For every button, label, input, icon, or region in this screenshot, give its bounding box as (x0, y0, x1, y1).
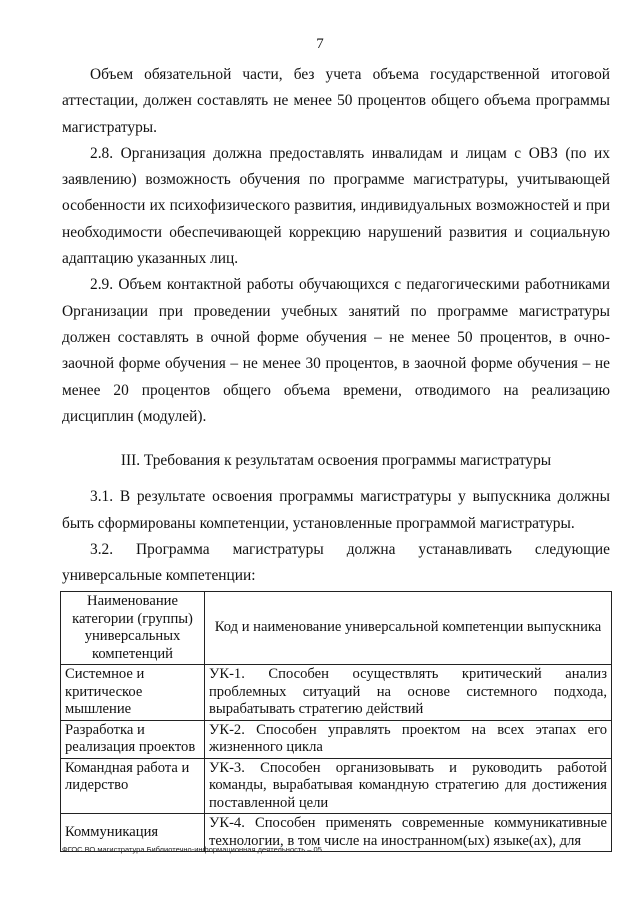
paragraph-mandatory-part: Объем обязательной части, без учета объема государственной итоговой аттестации, должен составлять не менее 50 процентов общего объема программы магистратуры. (62, 66, 610, 136)
competencies-table (60, 591, 612, 852)
table-row (61, 665, 612, 721)
page-footer: ФГОС ВО магистратура Библиотечно-информационная деятельность – 05 (62, 845, 322, 854)
section-title: III. Требования к результатам освоения программы магистратуры (120, 452, 552, 470)
document-body (62, 62, 610, 590)
row-description: УК-3. Способен организовывать и руководить работой команды, вырабатывая командную стратегию для достижения поставленной цели (205, 758, 612, 814)
paragraph-3-1: 3.1. В результате освоения программы магистратуры у выпускника должны быть сформированы компетенции, установленные программой магистратуры. (62, 488, 610, 532)
row-description: УК-2. Способен управлять проектом на всех этапах его жизненного цикла (205, 720, 612, 758)
header-competency: Код и наименование универсальной компетенции выпускника (205, 592, 612, 665)
row-description: УК-1. Способен осуществлять критический анализ проблемных ситуаций на основе системного подхода, вырабатывать стратегию действий (205, 665, 612, 721)
paragraph-2-9: 2.9. Объем контактной работы обучающихся с педагогическими работниками Организации при проведении учебных занятий по программе магистратуры должен составлять в очной форме обучения – не менее 50 процентов, в очно-заочной форме обучения – не менее 30 процентов, в заочной форме обучения – не менее 20 процентов общего объема времени, отводимого на реализацию дисциплин (модулей). (62, 276, 610, 425)
table-row (61, 758, 612, 814)
row-category: Командная работа и лидерство (61, 758, 205, 814)
paragraph-2-8: 2.8. Организация должна предоставлять инвалидам и лицам с ОВЗ (по их заявлению) возможность обучения по программе магистратуры, учитывающей особенности их психофизического развития, индивидуальных возможностей и при необходимости обеспечивающей коррекцию нарушений развития и социальную адаптацию указанных лиц. (62, 144, 610, 268)
row-category: Разработка и реализация проектов (61, 720, 205, 758)
table-row (61, 720, 612, 758)
paragraph-3-2: 3.2. Программа магистратуры должна устанавливать следующие универсальные компетенции: (62, 541, 610, 585)
page-number: 7 (316, 36, 324, 52)
table-header-row (61, 592, 612, 665)
row-category: Системное и критическое мышление (61, 665, 205, 721)
header-category: Наименование категории (группы) универсальных компетенций (61, 592, 205, 665)
row-description: УК-4. Способен применять современные коммуникативные технологии, в том числе на иностранном(ых) языке(ах), для (205, 814, 612, 852)
row-category: Коммуникация (61, 814, 205, 852)
